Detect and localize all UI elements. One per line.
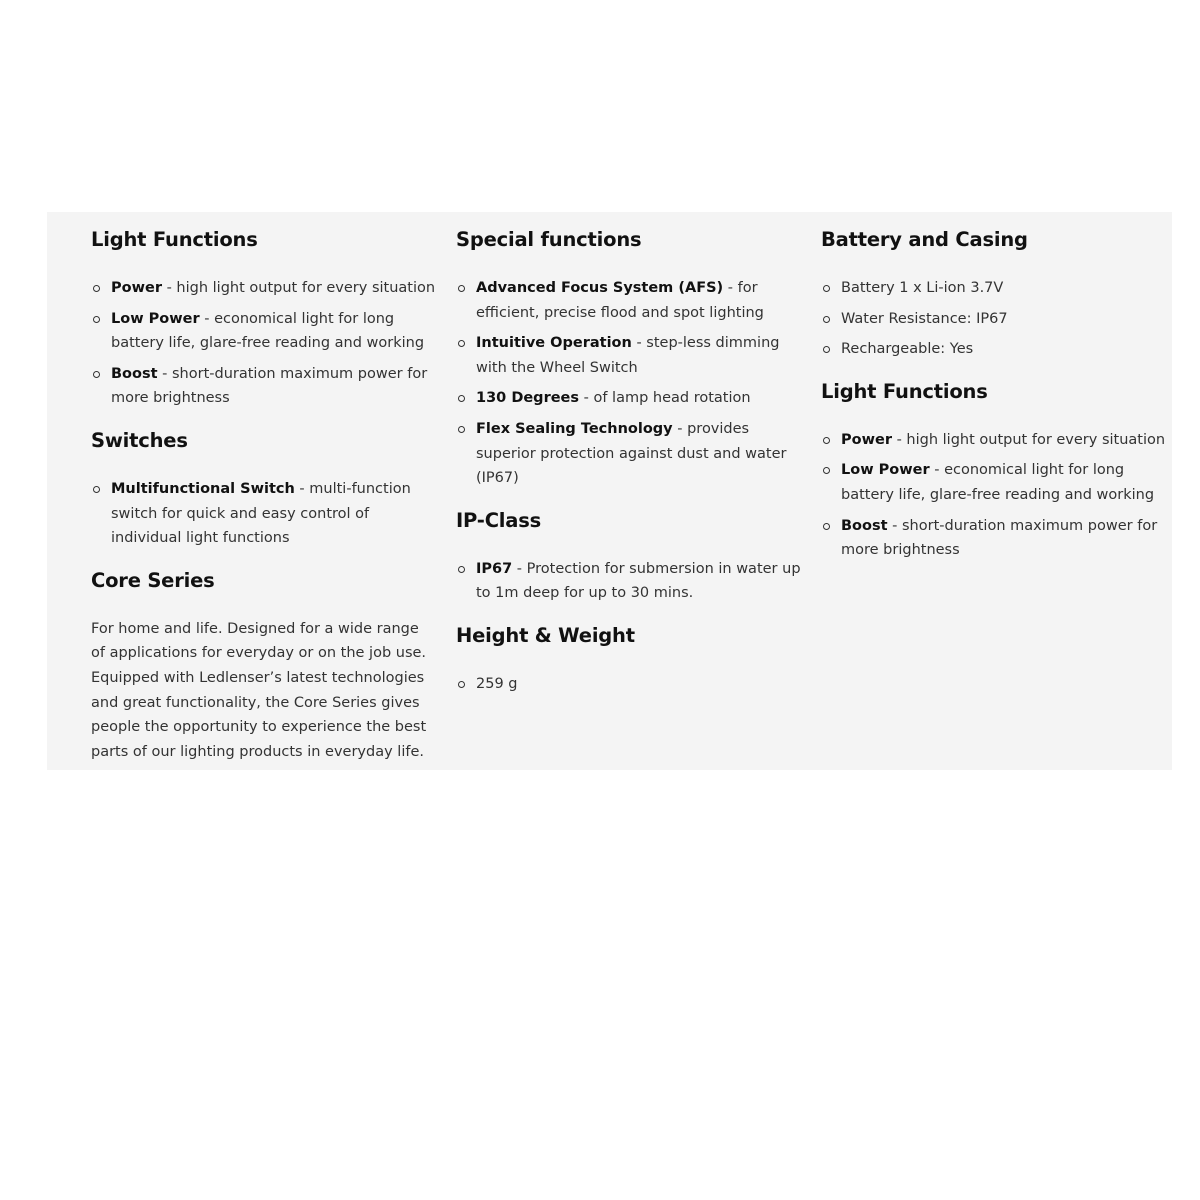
- feature-desc: - Protection for submersion in water up to 1m deep for up to 30 mins.: [476, 560, 801, 602]
- section-title-switches: Switches: [91, 428, 188, 452]
- feature-term: Boost: [841, 517, 888, 534]
- list-item: [456, 557, 801, 606]
- feature-term: Flex Sealing Technology: [476, 420, 673, 437]
- feature-desc: Rechargeable: Yes: [841, 341, 974, 358]
- specs-column-2: [456, 212, 801, 703]
- feature-desc: - short-duration maximum power for more brightness: [111, 365, 428, 407]
- feature-term: Intuitive Operation: [476, 335, 632, 352]
- section-title-core-series: Core Series: [91, 568, 215, 592]
- feature-desc: Water Resistance: IP67: [841, 310, 1008, 327]
- list-item: [456, 417, 801, 491]
- feature-desc: - multi-function switch for quick and easy control of individual light functions: [111, 480, 411, 547]
- feature-desc: - economical light for long battery life, glare-free reading and working: [841, 462, 1155, 503]
- feature-term: Advanced Focus System (AFS): [476, 280, 724, 296]
- specs-column-3: [821, 212, 1166, 569]
- section-title-special-functions: Special functions: [456, 228, 642, 251]
- height-weight-list: [456, 672, 801, 697]
- feature-desc: Battery 1 x Li-ion 3.7V: [841, 280, 1004, 296]
- feature-desc: - high light output for every situation: [161, 280, 436, 296]
- list-item: [821, 337, 1166, 362]
- list-item: [91, 362, 436, 411]
- list-item: [91, 477, 436, 551]
- list-item: [456, 276, 801, 325]
- feature-term: Low Power: [111, 310, 200, 327]
- feature-term: Power: [841, 431, 892, 448]
- list-item: [821, 276, 1166, 301]
- feature-desc: - provides superior protection against dust and water (IP67): [476, 420, 787, 487]
- switches-list: [91, 477, 436, 551]
- list-item: [821, 307, 1166, 332]
- light-functions-list: [91, 276, 436, 411]
- section-title-light-functions: Light Functions: [91, 228, 258, 251]
- feature-desc: - economical light for long battery life, glare-free reading and working: [111, 310, 425, 352]
- core-series-description: For home and life. Designed for a wide range of applications for everyday or on the job use. Equipped with Ledlenser’s latest technologies and great functionality, the Core Series gives people the opportunity to experience the best parts of our lighting products in everyday life.: [91, 620, 427, 760]
- feature-term: Boost: [111, 365, 158, 382]
- feature-desc: - step-less dimming with the Wheel Switch: [476, 335, 780, 376]
- specs-column-1: [91, 212, 436, 764]
- section-title-height-weight: Height & Weight: [456, 623, 635, 647]
- feature-term: IP67: [476, 560, 513, 577]
- section-title-battery-casing: Battery and Casing: [821, 228, 1028, 251]
- ip-class-list: [456, 557, 801, 606]
- list-item: [821, 428, 1166, 453]
- feature-term: Low Power: [841, 462, 930, 479]
- special-functions-list: [456, 276, 801, 491]
- product-specs-panel: [47, 212, 1172, 770]
- feature-term: Multifunctional Switch: [111, 480, 295, 497]
- list-item: [456, 672, 801, 697]
- feature-desc: - for efficient, precise flood and spot lighting: [476, 280, 764, 321]
- section-title-light-functions-2: Light Functions: [821, 379, 988, 403]
- list-item: [91, 307, 436, 356]
- list-item: [91, 276, 436, 301]
- light-functions-list-2: [821, 428, 1166, 563]
- list-item: [456, 386, 801, 411]
- list-item: [821, 514, 1166, 563]
- feature-term: 130 Degrees: [476, 390, 580, 407]
- list-item: [456, 331, 801, 380]
- feature-desc: - high light output for every situation: [891, 431, 1166, 448]
- feature-term: Power: [111, 280, 162, 296]
- feature-desc: - of lamp head rotation: [579, 390, 751, 407]
- section-title-ip-class: IP-Class: [456, 508, 542, 532]
- feature-desc: - short-duration maximum power for more brightness: [841, 517, 1158, 559]
- feature-desc: 259 g: [476, 675, 518, 692]
- list-item: [821, 458, 1166, 507]
- battery-casing-list: [821, 276, 1166, 362]
